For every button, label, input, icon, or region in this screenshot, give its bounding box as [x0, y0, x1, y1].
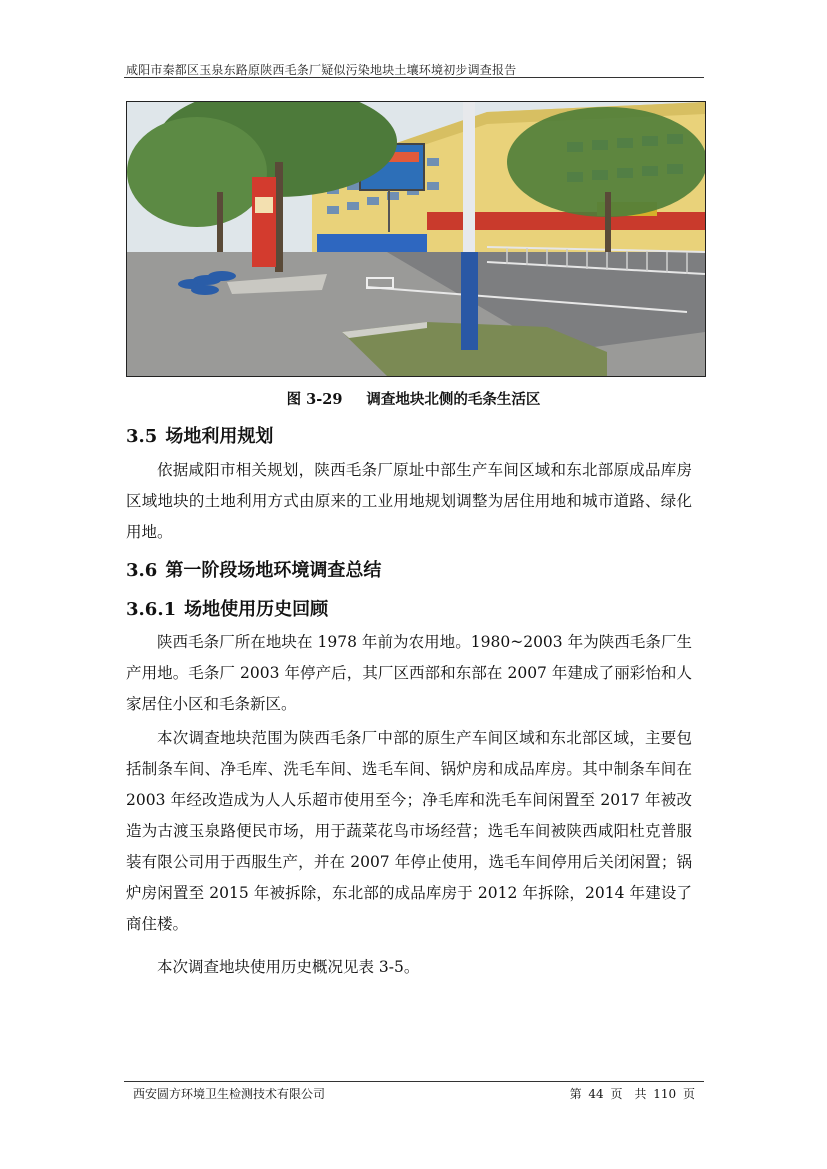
- figure-title: 调查地块北侧的毛条生活区: [366, 391, 541, 408]
- footer-company: 西安圆方环境卫生检测技术有限公司: [133, 1087, 326, 1101]
- paragraph-history-1: 陕西毛条厂所在地块在 1978 年前为农用地。1980~2003 年为陕西毛条厂生产用地。毛条厂 2003 年停产后，其厂区西部和东部在 2007 年建成了丽彩怡和人家居住小区和毛条新区。: [126, 633, 692, 713]
- section-heading-3-6-1: 3.6.1 场地使用历史回顾: [126, 599, 329, 620]
- page-number: 第 44 页 共 110 页: [569, 1087, 695, 1101]
- paragraph-table-ref: 本次调查地块使用历史概况见表 3-5。: [157, 958, 420, 976]
- figure-caption: [0, 388, 827, 409]
- running-header: 咸阳市秦都区玉泉东路原陕西毛条厂疑似污染地块土壤环境初步调查报告: [126, 63, 517, 77]
- section-heading-3-5: 3.5 场地利用规划: [126, 426, 274, 447]
- header-divider: [124, 77, 704, 78]
- footer-divider: [124, 1081, 704, 1082]
- paragraph-land-use-plan: 依据咸阳市相关规划，陕西毛条厂原址中部生产车间区域和东北部原成品库房区域地块的土地利用方式由原来的工业用地规划调整为居住用地和城市道路、绿化用地。: [126, 461, 692, 541]
- figure-number: 图 3-29: [286, 391, 343, 408]
- section-heading-3-6: 3.6 第一阶段场地环境调查总结: [126, 560, 382, 581]
- paragraph-history-2: 本次调查地块范围为陕西毛条厂中部的原生产车间区域和东北部区域，主要包括制条车间、净毛库、洗毛车间、选毛车间、锅炉房和成品库房。其中制条车间在 2003 年经改造成为人人乐超市使用至今；净毛库和洗毛车间闲置至 2017 年被改造为古渡玉泉路便民市场，用于蔬菜花鸟市场经营；选毛车间被陕西咸阳杜克普服装有限公司用于西服生产，并在 2007 年停止使用，选毛车间停用后关闭闲置；锅炉房闲置至 2015 年被拆除，东北部的成品库房于 2012 年拆除，2014 年建设了商住楼。: [126, 729, 692, 933]
- street-scene-photo: [126, 101, 706, 377]
